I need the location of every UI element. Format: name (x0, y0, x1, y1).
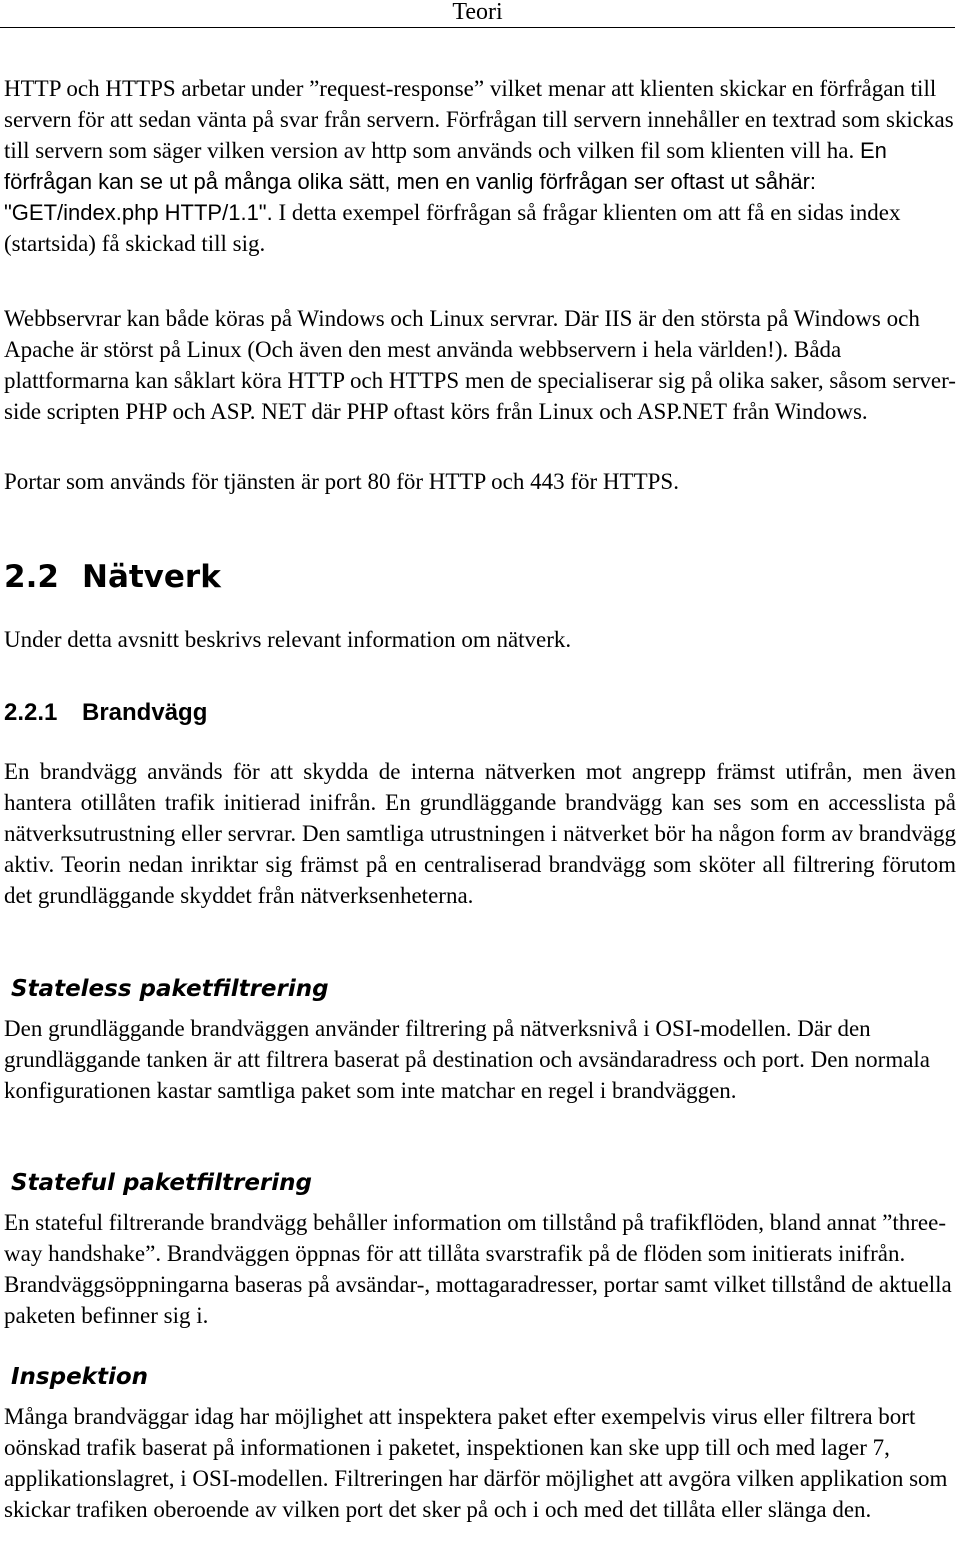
stateful-heading: Stateful paketfiltrering (11, 1170, 312, 1196)
http-paragraph-3: Portar som används för tjänsten är port 80 för HTTP och 443 för HTTPS. (4, 469, 679, 494)
brandvagg-paragraph: En brandvägg används för att skydda de interna nätverken mot angrepp främst utifrån, men även hantera otillåten trafik initierad inifrån. En grundläggande brandvägg kan ses som en accesslista på nätverksutrustning eller servrar. Den samtliga utrustningen i nätverket bör ha någon form av brandvägg aktiv. Teorin nedan inriktar sig främst på en centraliserad brandvägg som sköter all filtrering förutom det grundläggande skyddet från nätverksenheterna. (4, 759, 956, 908)
inspektion-paragraph: Många brandväggar idag har möjlighet att inspektera paket efter exempelvis virus eller filtrera bort oönskad trafik baserat på informationen i paketet, inspektionen kan ske upp till och med lager 7, applikationslagret, i OSI-modellen. Filtreringen har därför möjlighet att avgöra vilken applikation som skickar trafiken oberoende av vilken port det sker på och i och med det tillåta eller slänga den. (4, 1404, 948, 1522)
section-2-2-intro: Under detta avsnitt beskrivs relevant information om nätverk. (4, 627, 572, 652)
stateless-paragraph: Den grundläggande brandväggen använder filtrering på nätverksnivå i OSI-modellen. Där den grundläggande tanken är att filtrera baserat på destination och avsändaradress och port. Den normala konfigurationen kastar samtliga paket som inte matchar en regel i brandväggen. (4, 1016, 931, 1103)
http-paragraph-2: Webbservrar kan både köras på Windows och Linux servrar. Där IIS är den största på Windows och Apache är störst på Linux (Och även den mest använda webbservern i hela världen!). Båda plattformarna kan såklart köra HTTP och HTTPS men de specialiserar sig på olika saker, såsom server-side scripten PHP och ASP. NET där PHP oftast körs från Linux och ASP.NET från Windows. (4, 306, 956, 424)
http-paragraph-1-serif: HTTP och HTTPS arbetar under ”request-response” vilket menar att klienten skickar en förfrågan till servern för att sedan vänta på svar från servern. Förfrågan till servern innehåller en textrad som skickas till servern som säger vilken version av http som används och vilken fil som klienten vill ha. (4, 76, 954, 163)
subsection-number: 2.2.1 (4, 699, 58, 726)
subsection-title: Brandvägg (82, 699, 208, 726)
http-paragraph-1-sans: En förfrågan kan se ut på många olika sätt, men en vanlig förfrågan ser oftast ut såhär: "GET/index.php HTTP/1.1". (4, 138, 887, 225)
stateful-paragraph: En stateful filtrerande brandvägg behåller information om tillstånd på trafikflöden, bland annat ”three-way handshake”. Brandväggen öppnas för att tillåta svarstrafik på de flöden som initierats inifrån. Brandväggsöppningarna baseras på avsändar-, mottagaradresser, portar samt vilket tillstånd de aktuella paketen befinner sig i. (4, 1210, 952, 1328)
section-number: 2.2 (4, 559, 59, 595)
inspektion-heading: Inspektion (11, 1364, 149, 1390)
http-paragraph-1-serif-end: I detta exempel förfrågan så frågar klienten om att få en sidas index (startsida) få skickad till sig. (4, 200, 901, 256)
http-paragraph-1 (4, 73, 956, 259)
section-title: Nätverk (82, 559, 221, 595)
section-heading-2-2 (4, 559, 221, 595)
header-title: Teori (452, 0, 503, 25)
stateless-heading: Stateless paketfiltrering (11, 976, 329, 1002)
section-heading-2-2-1 (4, 698, 207, 728)
page-header (0, 0, 955, 28)
